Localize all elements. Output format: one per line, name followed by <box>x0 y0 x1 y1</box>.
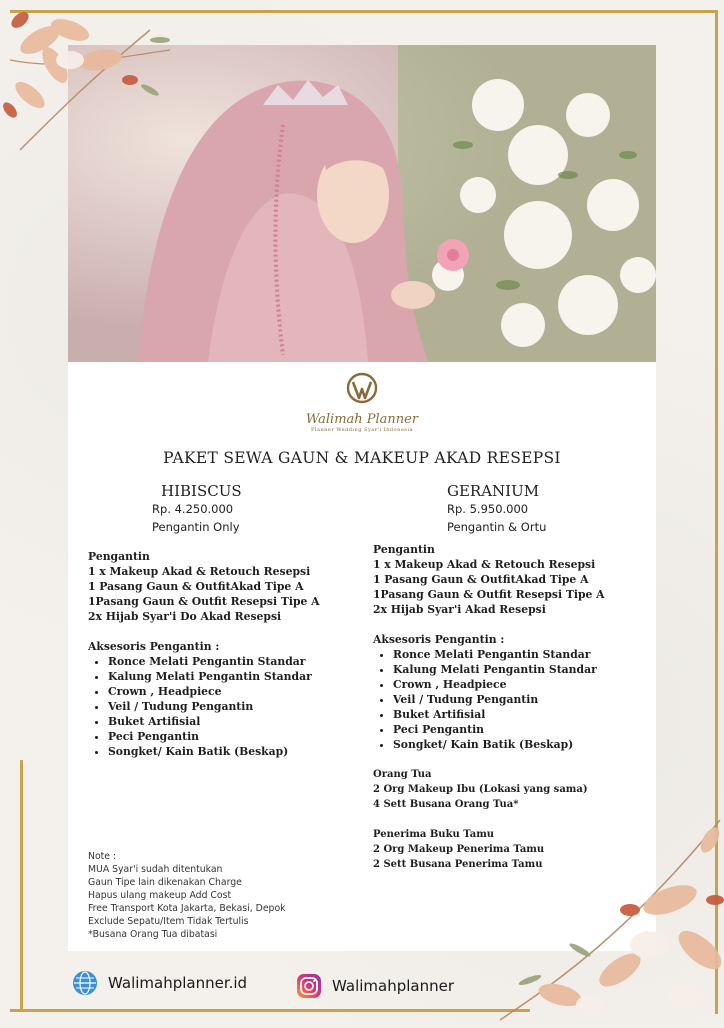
list-item: 2x Hijab Syar'i Akad Resepsi <box>373 603 546 616</box>
package-price-geranium: Rp. 5.950.000 <box>447 502 529 516</box>
list-item: 1 x Makeup Akad & Retouch Resepsi <box>373 558 596 571</box>
list-item: • Veil / Tudung Pengantin <box>108 699 368 714</box>
pengantin-section <box>373 542 653 617</box>
list-item: 1 x Makeup Akad & Retouch Resepsi <box>88 565 311 578</box>
list-item: 4 Sett Busana Orang Tua* <box>373 799 519 810</box>
list-item: • Peci Pengantin <box>108 729 368 744</box>
package-name-geranium: GERANIUM <box>447 482 540 500</box>
note-line: Hapus ulang makeup Add Cost <box>88 890 232 901</box>
list-item: • Songket/ Kain Batik (Beskap) <box>393 737 653 752</box>
flower-decoration-top-left <box>0 0 200 184</box>
brand-tagline: Planner Wedding Syar'i Indonesia <box>311 427 413 433</box>
note-line: *Busana Orang Tua dibatasi <box>88 929 218 940</box>
list-item: • Songket/ Kain Batik (Beskap) <box>108 744 368 759</box>
section-title: Aksesoris Pengantin : <box>373 633 505 646</box>
list-item: • Crown , Headpiece <box>108 684 368 699</box>
pengantin-section <box>88 549 368 624</box>
aksesoris-section <box>88 639 368 759</box>
section-title: Aksesoris Pengantin : <box>88 640 220 653</box>
note-line: Free Transport Kota Jakarta, Bekasi, Depok <box>88 903 286 914</box>
instagram-handle[interactable]: Walimahplanner <box>332 977 454 995</box>
gold-frame-bottom-line <box>10 1009 530 1012</box>
list-item: 1Pasang Gaun & Outfit Resepsi Tipe A <box>88 595 320 608</box>
list-item: • Ronce Melati Pengantin Standar <box>393 647 653 662</box>
note-title: Note : <box>88 851 117 862</box>
aksesoris-list <box>88 654 368 759</box>
flower-decoration-bottom-right <box>470 780 724 1028</box>
list-item: • Ronce Melati Pengantin Standar <box>108 654 368 669</box>
aksesoris-list <box>373 647 653 752</box>
note-line: MUA Syar'i sudah ditentukan <box>88 864 223 875</box>
website-link[interactable]: Walimahplanner.id <box>108 974 248 992</box>
list-item: • Veil / Tudung Pengantin <box>393 692 653 707</box>
list-item: • Kalung Melati Pengantin Standar <box>393 662 653 677</box>
list-item: • Crown , Headpiece <box>393 677 653 692</box>
aksesoris-section <box>373 632 653 752</box>
package-details-hibiscus <box>88 549 368 774</box>
package-audience-geranium: Pengantin & Ortu <box>447 520 547 534</box>
footer-website[interactable] <box>72 970 247 996</box>
brand-name: Walimah Planner <box>305 412 419 427</box>
note-section <box>88 850 286 941</box>
list-item: 2 Sett Busana Penerima Tamu <box>373 859 543 870</box>
walimah-logo-icon <box>342 372 382 408</box>
section-title: Pengantin <box>88 550 150 563</box>
list-item: 2x Hijab Syar'i Do Akad Resepsi <box>88 610 282 623</box>
package-name-hibiscus: HIBISCUS <box>161 482 242 500</box>
note-line: Gaun Tipe lain dikenakan Charge <box>88 877 242 888</box>
globe-icon <box>72 970 98 996</box>
list-item: 1 Pasang Gaun & OutfitAkad Tipe A <box>88 580 304 593</box>
footer-instagram[interactable] <box>296 973 454 999</box>
note-line: Exclude Sepatu/Item Tidak Tertulis <box>88 916 249 927</box>
list-item: • Peci Pengantin <box>393 722 653 737</box>
instagram-icon <box>296 973 322 999</box>
list-item: 2 Org Makeup Ibu (Lokasi yang sama) <box>373 784 588 795</box>
list-item: • Buket Artifisial <box>108 714 368 729</box>
gold-frame-left-accent <box>20 760 33 1010</box>
section-title: Orang Tua <box>373 769 432 780</box>
package-audience-hibiscus: Pengantin Only <box>152 520 240 534</box>
list-item: 1 Pasang Gaun & OutfitAkad Tipe A <box>373 573 589 586</box>
page-title: PAKET SEWA GAUN & MAKEUP AKAD RESEPSI <box>163 449 561 467</box>
list-item: 2 Org Makeup Penerima Tamu <box>373 844 545 855</box>
section-title: Pengantin <box>373 543 435 556</box>
package-price-hibiscus: Rp. 4.250.000 <box>152 502 234 516</box>
list-item: 1Pasang Gaun & Outfit Resepsi Tipe A <box>373 588 605 601</box>
brand-logo <box>0 372 724 433</box>
list-item: • Kalung Melati Pengantin Standar <box>108 669 368 684</box>
section-title: Penerima Buku Tamu <box>373 829 495 840</box>
list-item: • Buket Artifisial <box>393 707 653 722</box>
